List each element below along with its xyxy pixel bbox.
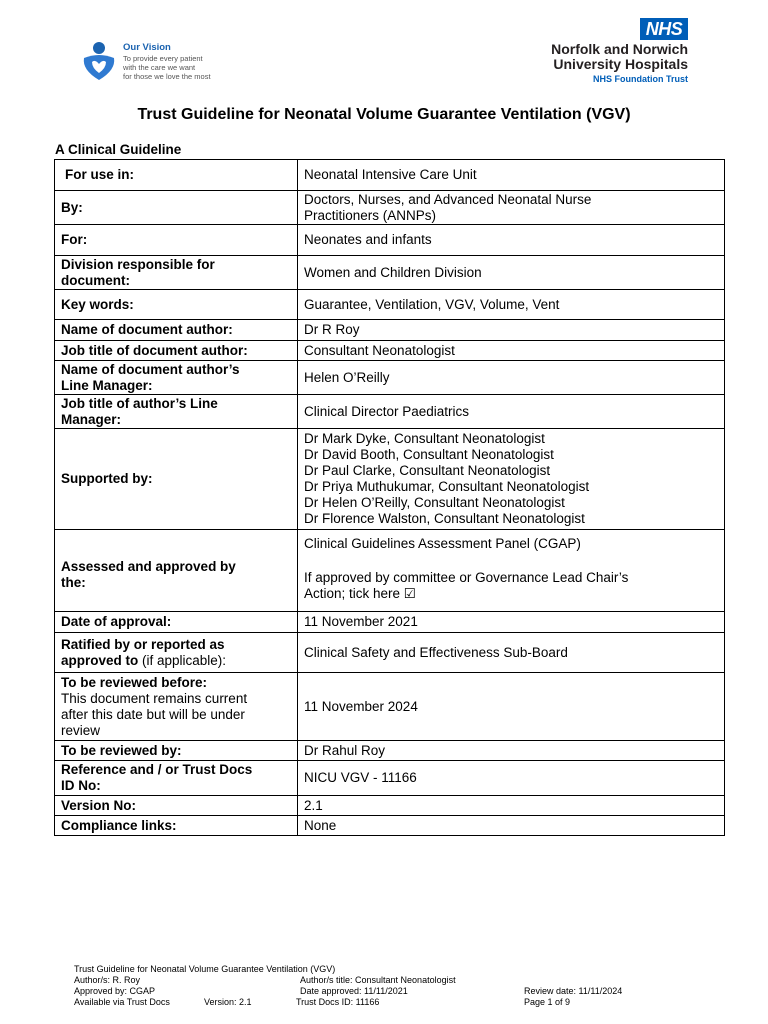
document-subtitle: A Clinical Guideline [55,142,182,157]
row-label: Job title of document author: [55,341,298,361]
row-label: By: [55,191,298,225]
footer-review-date: Review date: 11/11/2024 [524,986,623,996]
table-row [55,796,725,816]
row-value: Neonatal Intensive Care Unit [298,160,725,191]
row-value: Dr R Roy [298,320,725,341]
row-label: Ratified by or reported as approved to (if applicable): [55,633,298,673]
footer-date-approved: Date approved: 11/11/2021 [300,986,408,996]
row-value: Dr Rahul Roy [298,741,725,761]
table-row [55,320,725,341]
row-label: Supported by: [55,429,298,530]
row-value: None [298,816,725,836]
table-row [55,361,725,395]
row-label: For use in: [55,160,298,191]
row-value: Helen O’Reilly [298,361,725,395]
trust-name: Norfolk and Norwich University Hospitals [551,41,688,72]
row-label: Key words: [55,290,298,320]
row-value: Dr Mark Dyke, Consultant Neonatologist Dr David Booth, Consultant Neonatologist Dr Paul Clarke, Consultant Neonatologist Dr Priya Muthukumar, Consultant Neonatologist Dr Helen O’Reilly, Consultant Neonatologist Dr Florence Walston, Consultant Neonatologist [298,429,725,530]
footer-authors-title: Author/s title: Consultant Neonatologist [300,975,456,985]
row-value: 11 November 2021 [298,612,725,633]
row-label: Assessed and approved by the: [55,530,298,612]
row-value: NICU VGV - 11166 [298,761,725,796]
table-row [55,191,725,225]
vision-title: Our Vision [123,42,171,53]
nhs-trust-logo [488,18,688,88]
document-title: Trust Guideline for Neonatal Volume Guarantee Ventilation (VGV) [137,106,631,123]
row-value: Women and Children Division [298,256,725,290]
table-row [55,290,725,320]
row-label: Name of document author’s Line Manager: [55,361,298,395]
table-row [55,429,725,530]
heart-person-icon [78,40,120,82]
row-value: Clinical Guidelines Assessment Panel (CGAP) If approved by committee or Governance Lead Chair’s Action; tick here ☑ [298,530,725,612]
row-label: Name of document author: [55,320,298,341]
table-row [55,256,725,290]
table-row [55,816,725,836]
foundation-trust-label: NHS Foundation Trust [593,74,688,84]
row-label: For: [55,225,298,256]
footer-available: Available via Trust Docs [74,997,170,1007]
row-value: Clinical Safety and Effectiveness Sub-Board [298,633,725,673]
table-row [55,761,725,796]
table-row [55,341,725,361]
row-label: Version No: [55,796,298,816]
table-row [55,633,725,673]
table-row [55,612,725,633]
footer-title: Trust Guideline for Neonatal Volume Guarantee Ventilation (VGV) [74,964,336,974]
footer-approved-by: Approved by: CGAP [74,986,156,996]
row-label: To be reviewed before: This document remains current after this date but will be under review [55,673,298,741]
our-vision-logo [78,40,228,85]
table-row [55,395,725,429]
row-value: Consultant Neonatologist [298,341,725,361]
row-label: Division responsible for document: [55,256,298,290]
table-row [55,741,725,761]
row-label: Reference and / or Trust Docs ID No: [55,761,298,796]
row-label: Job title of author’s Line Manager: [55,395,298,429]
footer-trust-docs-id: Trust Docs ID: 11166 [296,997,380,1007]
row-value: 2.1 [298,796,725,816]
row-value: Guarantee, Ventilation, VGV, Volume, Vent [298,290,725,320]
row-label: Date of approval: [55,612,298,633]
row-value: Clinical Director Paediatrics [298,395,725,429]
footer-page-number: Page 1 of 9 [524,997,571,1007]
document-info-table [54,159,725,836]
table-row [55,225,725,256]
table-row [55,673,725,741]
page-footer [74,964,674,1008]
footer-authors: Author/s: R. Roy [74,975,141,985]
table-row [55,160,725,191]
table-row [55,530,725,612]
row-label: To be reviewed by: [55,741,298,761]
vision-statement: To provide every patient with the care we want for those we love the most [123,54,211,81]
row-value: 11 November 2024 [298,673,725,741]
footer-version: Version: 2.1 [204,997,252,1007]
nhs-badge: NHS [640,18,688,40]
row-value: Doctors, Nurses, and Advanced Neonatal Nurse Practitioners (ANNPs) [298,191,725,225]
row-label: Compliance links: [55,816,298,836]
row-value: Neonates and infants [298,225,725,256]
